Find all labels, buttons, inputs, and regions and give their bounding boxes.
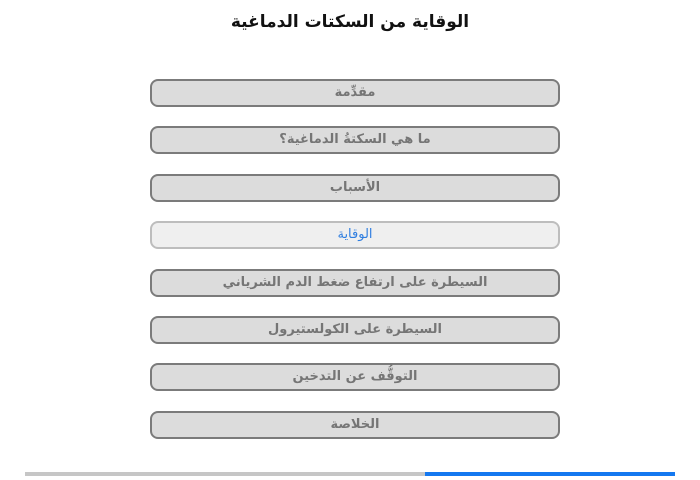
menu-item-introduction[interactable]: مقدِّمة [150, 79, 560, 107]
chapter-menu [150, 79, 560, 458]
menu-item-causes[interactable]: الأسباب [150, 174, 560, 202]
page-title: الوقاية من السكتات الدماغية [230, 12, 470, 32]
menu-item-quit-smoking[interactable]: التوقُّف عن التدخين [150, 363, 560, 391]
menu-item-prevention[interactable]: الوقاية [150, 221, 560, 249]
menu-item-blood-pressure[interactable]: السيطرة على ارتفاع ضغط الدم الشرياني [150, 269, 560, 297]
menu-item-what-is-stroke[interactable]: ما هي السكتةُ الدماغية؟ [150, 126, 560, 154]
menu-item-cholesterol[interactable]: السيطرة على الكولستيرول [150, 316, 560, 344]
menu-item-summary[interactable]: الخلاصة [150, 411, 560, 439]
progress-bar-fill [425, 472, 675, 476]
progress-bar [25, 472, 675, 476]
